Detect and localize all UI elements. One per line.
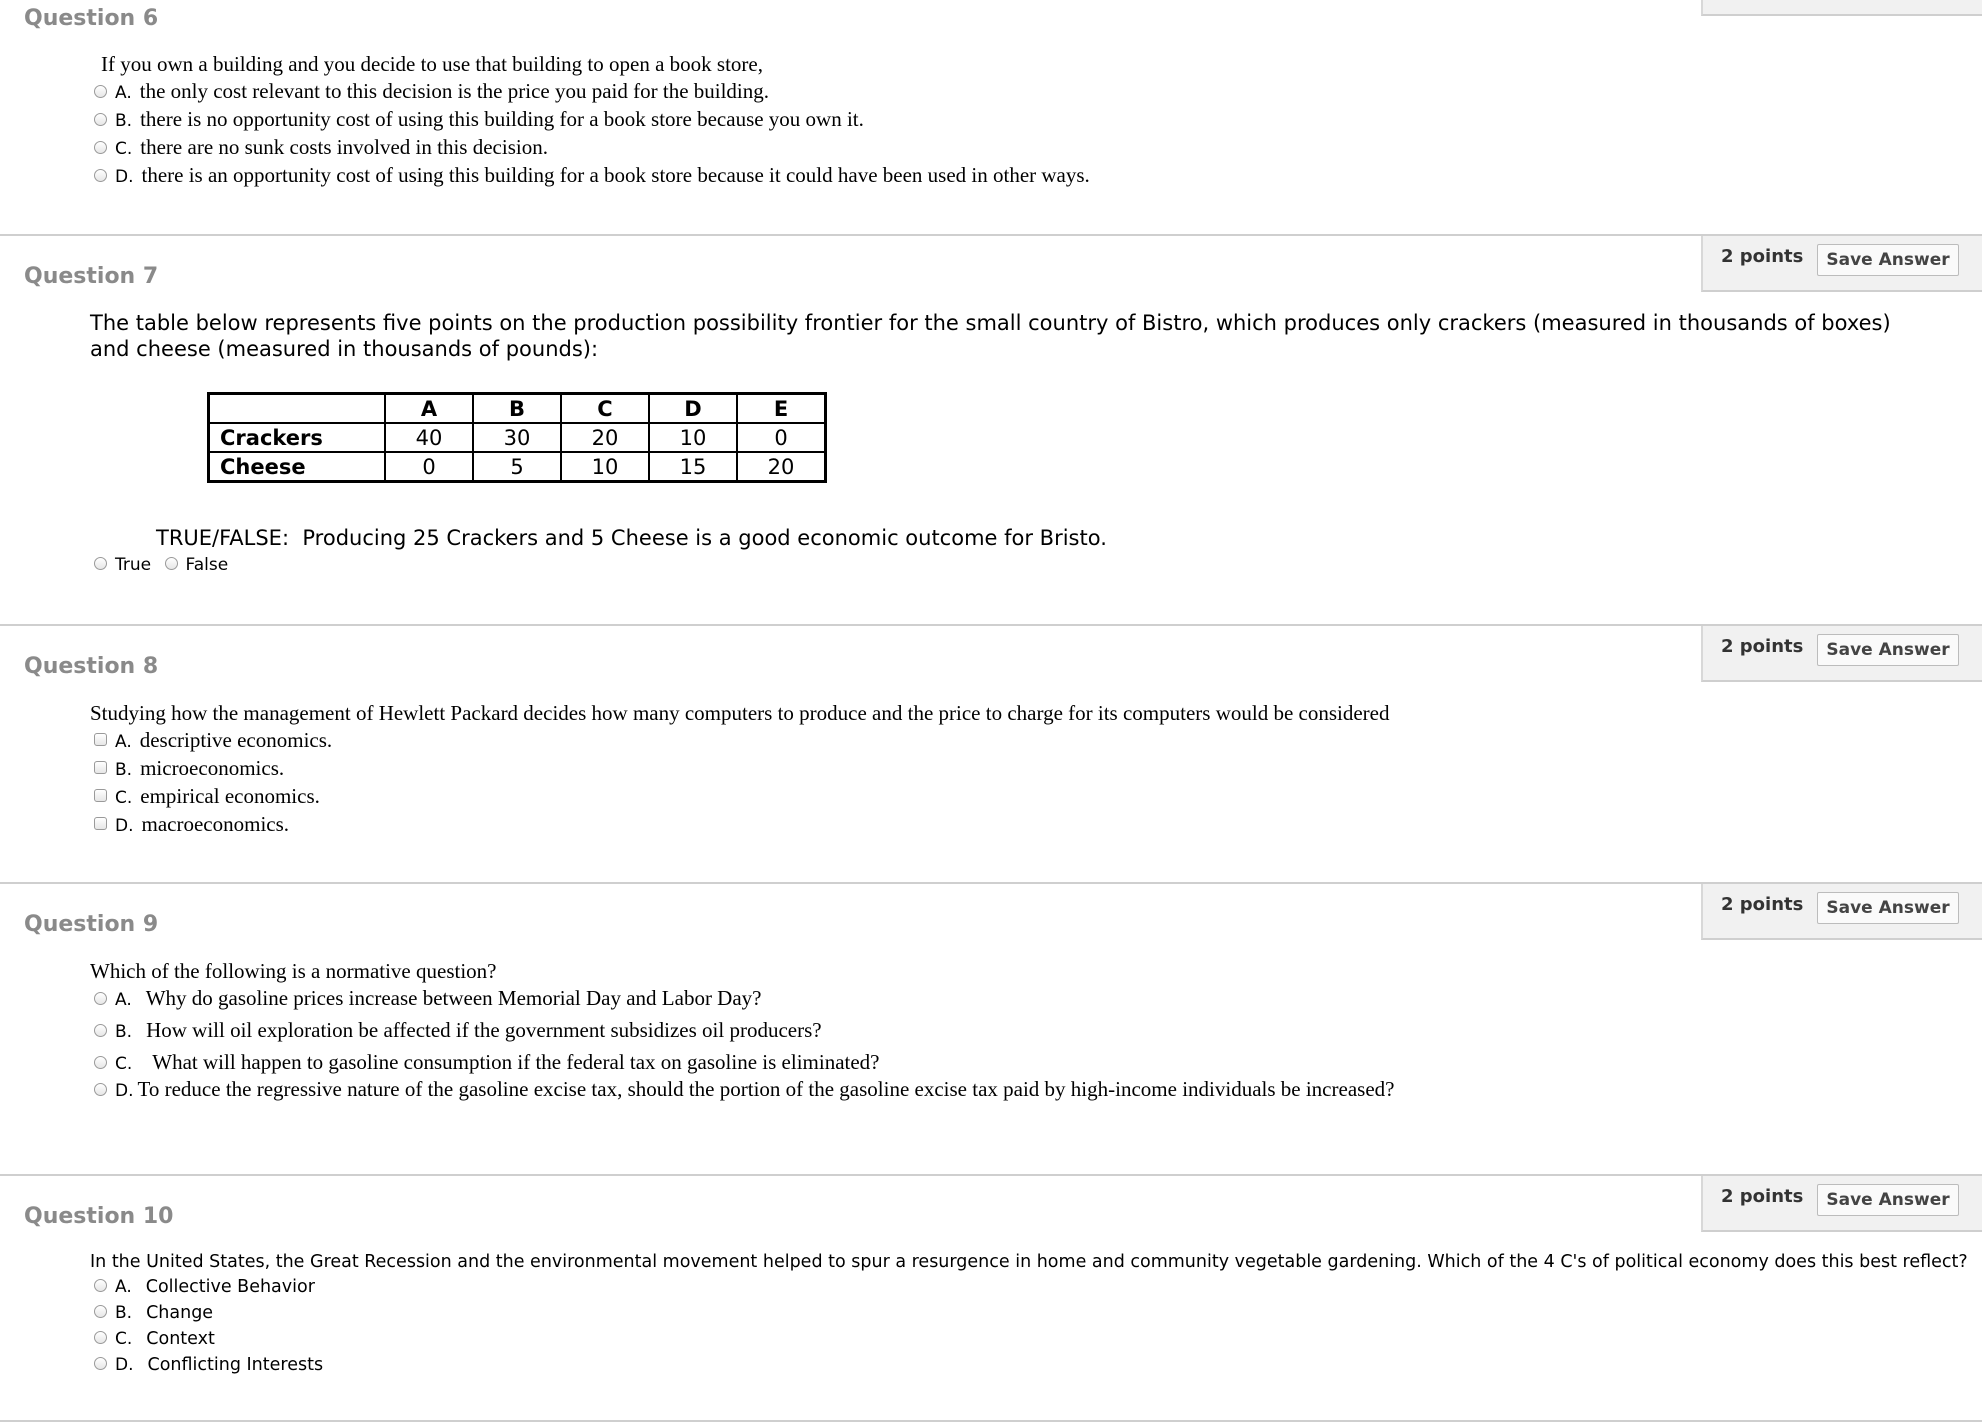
- q9-points: 2 points: [1721, 894, 1804, 915]
- q9-radio-b[interactable]: [94, 1024, 107, 1037]
- q7-radio-false[interactable]: [165, 557, 178, 570]
- q6-radio-a[interactable]: [94, 85, 107, 98]
- q7-option-true-label[interactable]: True: [115, 555, 152, 575]
- table-cell: 0: [737, 423, 826, 452]
- q6-title: Question 6: [24, 6, 159, 31]
- q10-option-c[interactable]: C. Context: [94, 1329, 215, 1349]
- table-header-cell: D: [649, 394, 737, 424]
- q8-checkbox-a[interactable]: [94, 733, 107, 746]
- q7-points-panel: [1701, 236, 1982, 292]
- table-row-label: Crackers: [209, 423, 386, 452]
- q9-option-a[interactable]: A. Why do gasoline prices increase between Memorial Day and Labor Day?: [94, 986, 762, 1011]
- q6-option-a[interactable]: A. the only cost relevant to this decision is the price you paid for the building.: [94, 79, 769, 104]
- q9-points-panel: [1701, 884, 1982, 940]
- table-corner-cell: [209, 394, 386, 424]
- divider: [0, 624, 1982, 626]
- q7-save-answer-button[interactable]: Save Answer: [1817, 244, 1959, 276]
- q8-option-c[interactable]: C. empirical economics.: [94, 784, 320, 809]
- q6-option-b[interactable]: B. there is no opportunity cost of using this building for a book store because you own it.: [94, 107, 864, 132]
- q8-option-d[interactable]: D. macroeconomics.: [94, 812, 289, 837]
- q9-radio-c[interactable]: [94, 1056, 107, 1069]
- divider: [0, 234, 1982, 236]
- q8-checkbox-d[interactable]: [94, 817, 107, 830]
- table-cell: 5: [473, 452, 561, 482]
- table-header-cell: C: [561, 394, 649, 424]
- q9-prompt: Which of the following is a normative question?: [90, 959, 497, 983]
- q9-save-answer-button[interactable]: Save Answer: [1817, 892, 1959, 924]
- q6-points-panel: [1701, 0, 1982, 16]
- q10-save-answer-button[interactable]: Save Answer: [1817, 1184, 1959, 1216]
- table-cell: 40: [385, 423, 473, 452]
- q9-option-d[interactable]: D. To reduce the regressive nature of the gasoline excise tax, should the portion of the gasoline excise tax paid by high-income individuals be increased?: [94, 1077, 1394, 1102]
- q9-radio-d[interactable]: [94, 1083, 107, 1096]
- q10-radio-a[interactable]: [94, 1279, 107, 1292]
- divider: [0, 882, 1982, 884]
- q7-radio-true[interactable]: [94, 557, 107, 570]
- q8-title: Question 8: [24, 654, 159, 679]
- q8-checkbox-b[interactable]: [94, 761, 107, 774]
- q10-option-b[interactable]: B. Change: [94, 1303, 213, 1323]
- table-header-row: [209, 394, 826, 424]
- q7-option-false-label[interactable]: False: [185, 555, 229, 575]
- q8-checkbox-c[interactable]: [94, 789, 107, 802]
- table-cell: 10: [649, 423, 737, 452]
- q7-prompt-line2: and cheese (measured in thousands of pounds):: [90, 337, 599, 361]
- table-header-cell: E: [737, 394, 826, 424]
- table-cell: 30: [473, 423, 561, 452]
- divider: [0, 1420, 1982, 1422]
- table-cell: 15: [649, 452, 737, 482]
- q7-points: 2 points: [1721, 246, 1804, 267]
- table-row: [209, 452, 826, 482]
- q8-option-b[interactable]: B. microeconomics.: [94, 756, 284, 781]
- table-row-label: Cheese: [209, 452, 386, 482]
- q10-option-d[interactable]: D. Conflicting Interests: [94, 1355, 323, 1375]
- q8-points: 2 points: [1721, 636, 1804, 657]
- q10-points-panel: [1701, 1176, 1982, 1232]
- q10-option-a[interactable]: A. Collective Behavior: [94, 1277, 315, 1297]
- q10-title: Question 10: [24, 1204, 174, 1229]
- q10-points: 2 points: [1721, 1186, 1804, 1207]
- table-cell: 20: [561, 423, 649, 452]
- table-cell: 20: [737, 452, 826, 482]
- q8-option-a[interactable]: A. descriptive economics.: [94, 728, 332, 753]
- q9-radio-a[interactable]: [94, 992, 107, 1005]
- q10-prompt: In the United States, the Great Recession and the environmental movement helped to spur a resurgence in home and community vegetable gardening. Which of the 4 C's of political economy does this best reflect?: [90, 1252, 1968, 1272]
- table-row: [209, 423, 826, 452]
- q8-prompt: Studying how the management of Hewlett Packard decides how many computers to produce and the price to charge for its computers would be considered: [90, 701, 1390, 725]
- q8-save-answer-button[interactable]: Save Answer: [1817, 634, 1959, 666]
- q6-prompt: If you own a building and you decide to use that building to open a book store,: [101, 52, 763, 76]
- q10-radio-b[interactable]: [94, 1305, 107, 1318]
- table-cell: 10: [561, 452, 649, 482]
- q9-title: Question 9: [24, 912, 159, 937]
- q9-option-c[interactable]: C. What will happen to gasoline consumption if the federal tax on gasoline is eliminated?: [94, 1050, 880, 1075]
- q10-radio-d[interactable]: [94, 1357, 107, 1370]
- q6-option-c[interactable]: C. there are no sunk costs involved in this decision.: [94, 135, 548, 160]
- q10-radio-c[interactable]: [94, 1331, 107, 1344]
- q6-radio-d[interactable]: [94, 169, 107, 182]
- table-header-cell: B: [473, 394, 561, 424]
- table-header-cell: A: [385, 394, 473, 424]
- ppf-table: [207, 392, 827, 483]
- q7-title: Question 7: [24, 264, 159, 289]
- q7-options: [94, 555, 228, 575]
- q9-option-b[interactable]: B. How will oil exploration be affected if the government subsidizes oil producers?: [94, 1018, 822, 1043]
- q8-points-panel: [1701, 626, 1982, 682]
- q6-radio-c[interactable]: [94, 141, 107, 154]
- q7-true-false-statement: TRUE/FALSE: Producing 25 Crackers and 5 Cheese is a good economic outcome for Bristo.: [156, 526, 1107, 550]
- table-cell: 0: [385, 452, 473, 482]
- q6-option-d[interactable]: D. there is an opportunity cost of using this building for a book store because it could have been used in other ways.: [94, 163, 1090, 188]
- divider: [0, 1174, 1982, 1176]
- q7-prompt-line1: The table below represents five points on the production possibility frontier for the small country of Bistro, which produces only crackers (measured in thousands of boxes): [90, 311, 1891, 335]
- q6-radio-b[interactable]: [94, 113, 107, 126]
